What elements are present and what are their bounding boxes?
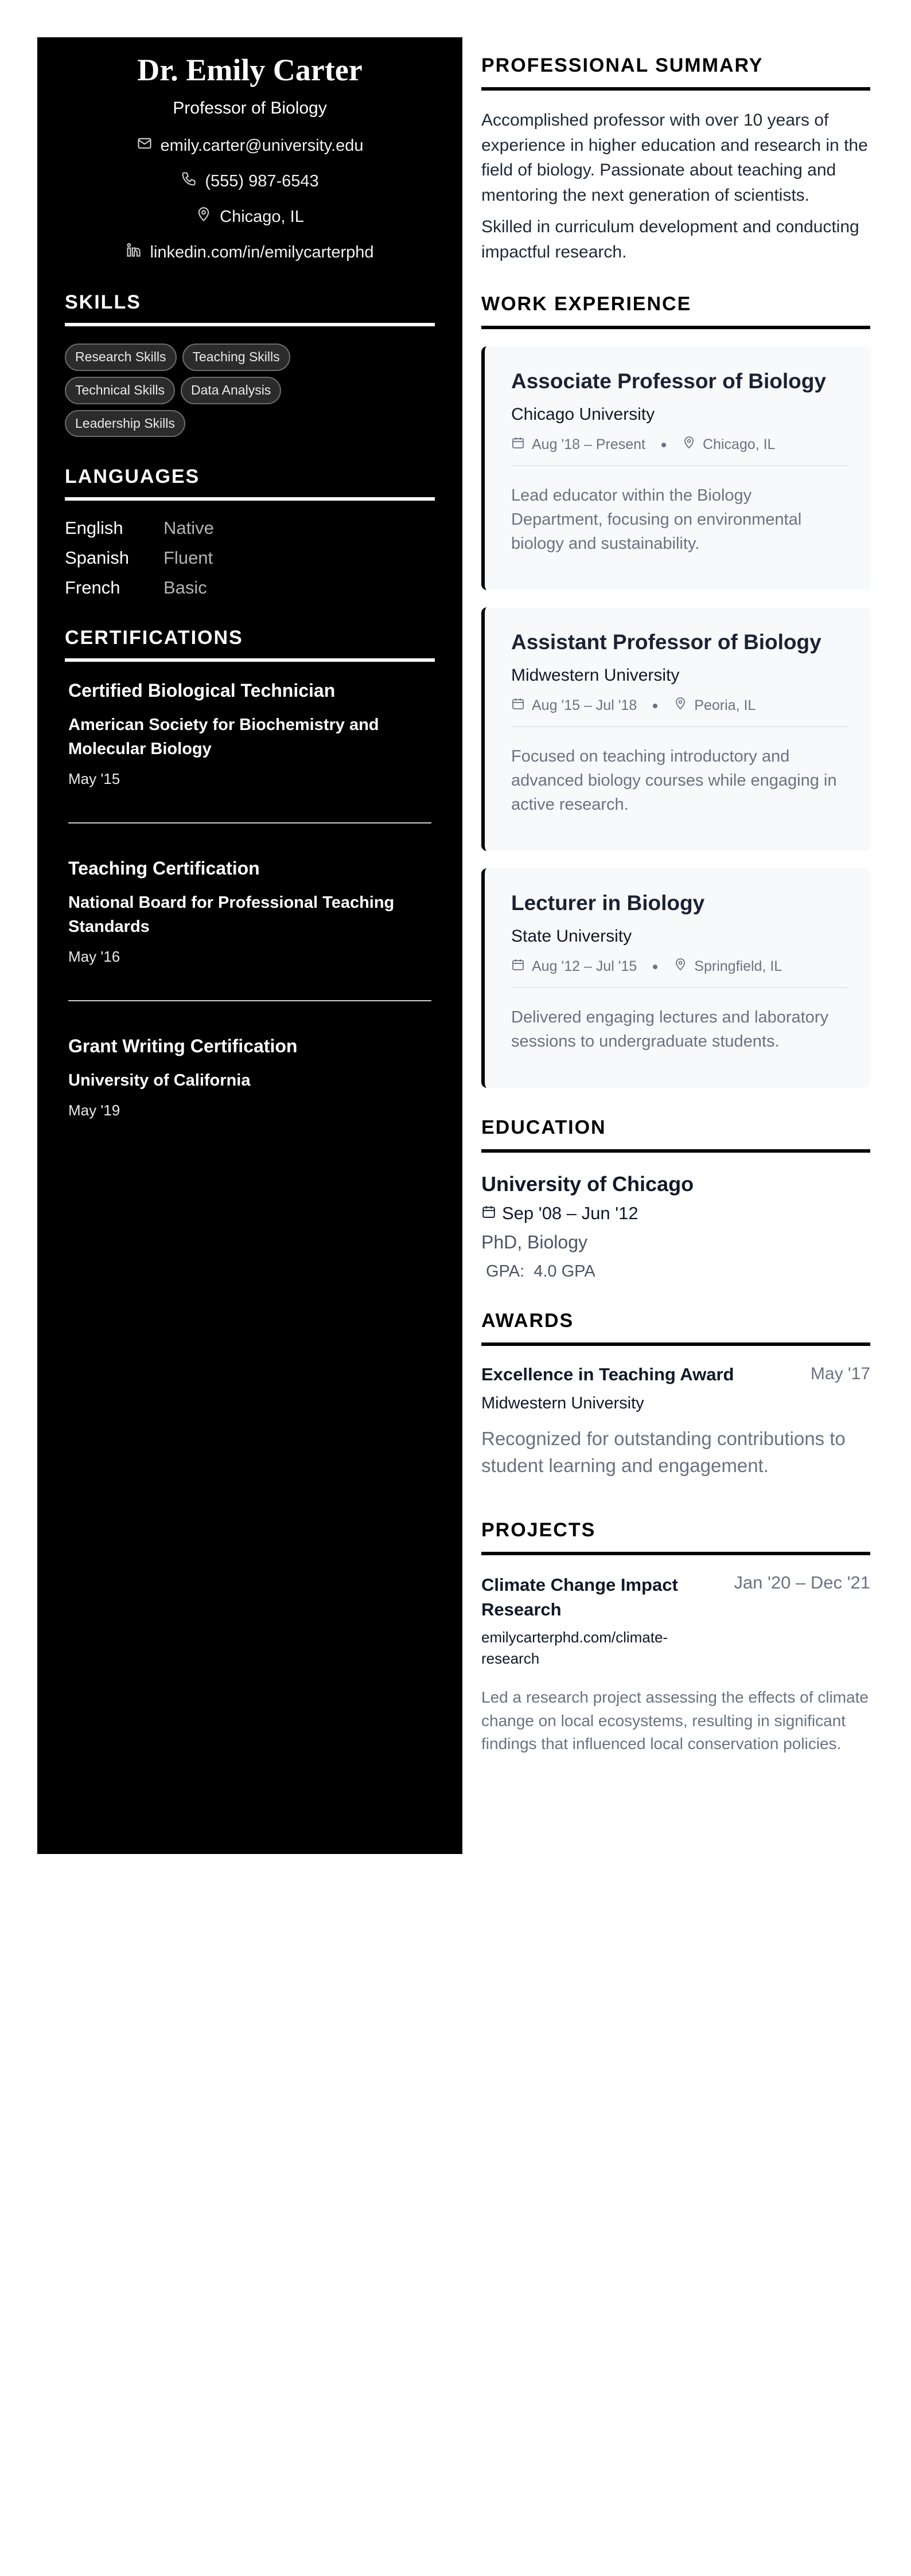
project-title: Climate Change Impact Research — [481, 1574, 678, 1620]
job-title: Assistant Professor of Biology — [511, 630, 822, 654]
job-description: Lead educator within the Biology Department, focusing on environmental biology and sustainability. — [511, 486, 802, 553]
skill-chip: Research Skills — [65, 344, 177, 371]
separator-dot — [653, 965, 657, 969]
summary-paragraph: Accomplished professor with over 10 years of experience in higher education and research in the field of biology. Passionate about teaching and mentoring the next generation of scientists. — [481, 111, 868, 205]
job-location: Springfield, IL — [694, 958, 782, 975]
award-header — [481, 1364, 870, 1385]
job-dates: Aug '15 – Jul '18 — [532, 697, 637, 714]
language-row — [65, 518, 435, 538]
job-card — [481, 607, 870, 851]
mail-icon — [137, 135, 153, 156]
language-name: Spanish — [65, 548, 130, 568]
award-date: May '17 — [810, 1364, 870, 1384]
language-level: Fluent — [163, 548, 213, 568]
certification-org: University of California — [68, 1071, 251, 1090]
education-heading: EDUCATION — [481, 1117, 870, 1153]
languages-heading: LANGUAGES — [65, 466, 435, 501]
language-level: Basic — [163, 577, 207, 598]
job-company: Midwestern University — [511, 666, 680, 685]
education-dates-row — [481, 1203, 870, 1224]
certification-item — [65, 1013, 435, 1119]
contact-linkedin[interactable] — [65, 242, 435, 263]
job-card — [481, 346, 870, 590]
location-icon — [196, 206, 212, 227]
location-icon — [673, 958, 687, 975]
summary-paragraph: Skilled in curriculum development and conducting impactful research. — [481, 217, 859, 261]
education-degree: PhD, Biology — [481, 1232, 587, 1253]
main-column — [481, 37, 870, 1756]
language-name: French — [65, 577, 120, 598]
contact-phone[interactable] — [65, 171, 435, 192]
calendar-icon — [511, 958, 525, 975]
certification-title: Teaching Certification — [68, 858, 260, 879]
skill-chip: Leadership Skills — [65, 410, 185, 438]
education-school: University of Chicago — [481, 1172, 694, 1196]
skill-chip: Technical Skills — [65, 377, 175, 404]
certification-org: American Society for Biochemistry and Molecular Biology — [68, 716, 379, 759]
project-link[interactable]: emilycarterphd.com/climate-research — [481, 1628, 668, 1668]
location-icon — [673, 697, 687, 715]
certification-date: May '16 — [68, 948, 120, 966]
certification-title: Grant Writing Certification — [68, 1036, 298, 1057]
summary-heading: PROFESSIONAL SUMMARY — [481, 54, 870, 91]
job-card — [481, 868, 870, 1088]
projects-heading: PROJECTS — [481, 1519, 870, 1555]
language-level: Native — [163, 518, 214, 538]
contact-phone-text: (555) 987-6543 — [205, 171, 319, 190]
certification-item — [65, 835, 435, 1001]
project-date: Jan '20 – Dec '21 — [734, 1572, 870, 1593]
contact-email[interactable] — [65, 135, 435, 156]
job-title: Lecturer in Biology — [511, 891, 705, 915]
job-location: Peoria, IL — [694, 697, 756, 714]
gpa-label: GPA: — [486, 1262, 525, 1281]
education-dates: Sep '08 – Jun '12 — [502, 1203, 639, 1224]
job-meta — [511, 436, 847, 454]
languages-list — [65, 518, 435, 598]
skill-chip: Teaching Skills — [182, 344, 290, 371]
experience-heading: WORK EXPERIENCE — [481, 293, 870, 329]
job-meta — [511, 697, 847, 715]
divider — [511, 465, 847, 466]
calendar-icon — [511, 697, 525, 715]
divider — [511, 726, 847, 727]
divider — [68, 822, 431, 823]
contact-email-text: emily.carter@university.edu — [160, 136, 364, 155]
job-location: Chicago, IL — [702, 436, 776, 452]
project-description: Led a research project assessing the effects of climate change on local ecosystems, resulting in significant findings that influenced local conservation policies. — [481, 1688, 869, 1753]
separator-dot — [653, 704, 657, 708]
person-name: Dr. Emily Carter — [137, 53, 363, 87]
job-dates: Aug '12 – Jul '15 — [532, 958, 637, 975]
sidebar — [37, 37, 462, 1854]
job-title: Associate Professor of Biology — [511, 369, 826, 393]
certification-date: May '15 — [68, 770, 120, 788]
job-company: State University — [511, 927, 632, 946]
location-icon — [682, 436, 696, 454]
certification-title: Certified Biological Technician — [68, 680, 336, 701]
divider — [68, 1000, 431, 1001]
skill-chip: Data Analysis — [181, 377, 281, 404]
project-header — [481, 1572, 870, 1670]
contact-linkedin-text: linkedin.com/in/emilycarterphd — [150, 243, 374, 261]
education-gpa — [481, 1262, 870, 1281]
separator-dot — [661, 443, 666, 447]
skills-heading: SKILLS — [65, 291, 435, 326]
job-company: Chicago University — [511, 405, 655, 424]
job-meta — [511, 958, 847, 975]
calendar-icon — [511, 436, 525, 454]
award-description: Recognized for outstanding contributions to student learning and engagement. — [481, 1428, 846, 1476]
gpa-value: 4.0 GPA — [534, 1262, 595, 1281]
certification-org: National Board for Professional Teaching Standards — [68, 893, 395, 936]
certification-date: May '19 — [68, 1102, 120, 1119]
language-name: English — [65, 518, 123, 538]
certifications-heading: CERTIFICATIONS — [65, 627, 435, 662]
person-role: Professor of Biology — [173, 99, 327, 118]
certification-item — [65, 662, 435, 823]
job-description: Focused on teaching introductory and advanced biology courses while engaging in active research. — [511, 747, 837, 814]
job-dates: Aug '18 – Present — [532, 436, 645, 452]
contact-location-text: Chicago, IL — [220, 207, 304, 226]
award-title: Excellence in Teaching Award — [481, 1364, 734, 1385]
language-row — [65, 548, 435, 568]
calendar-icon — [481, 1203, 496, 1224]
language-row — [65, 577, 435, 598]
phone-icon — [181, 171, 197, 192]
awards-heading: AWARDS — [481, 1310, 870, 1346]
divider — [511, 987, 847, 988]
job-description: Delivered engaging lectures and laboratory sessions to undergraduate students. — [511, 1008, 828, 1051]
contact-location — [65, 206, 435, 227]
award-org: Midwestern University — [481, 1394, 644, 1413]
linkedin-icon — [126, 242, 142, 263]
skills-list — [65, 344, 386, 437]
